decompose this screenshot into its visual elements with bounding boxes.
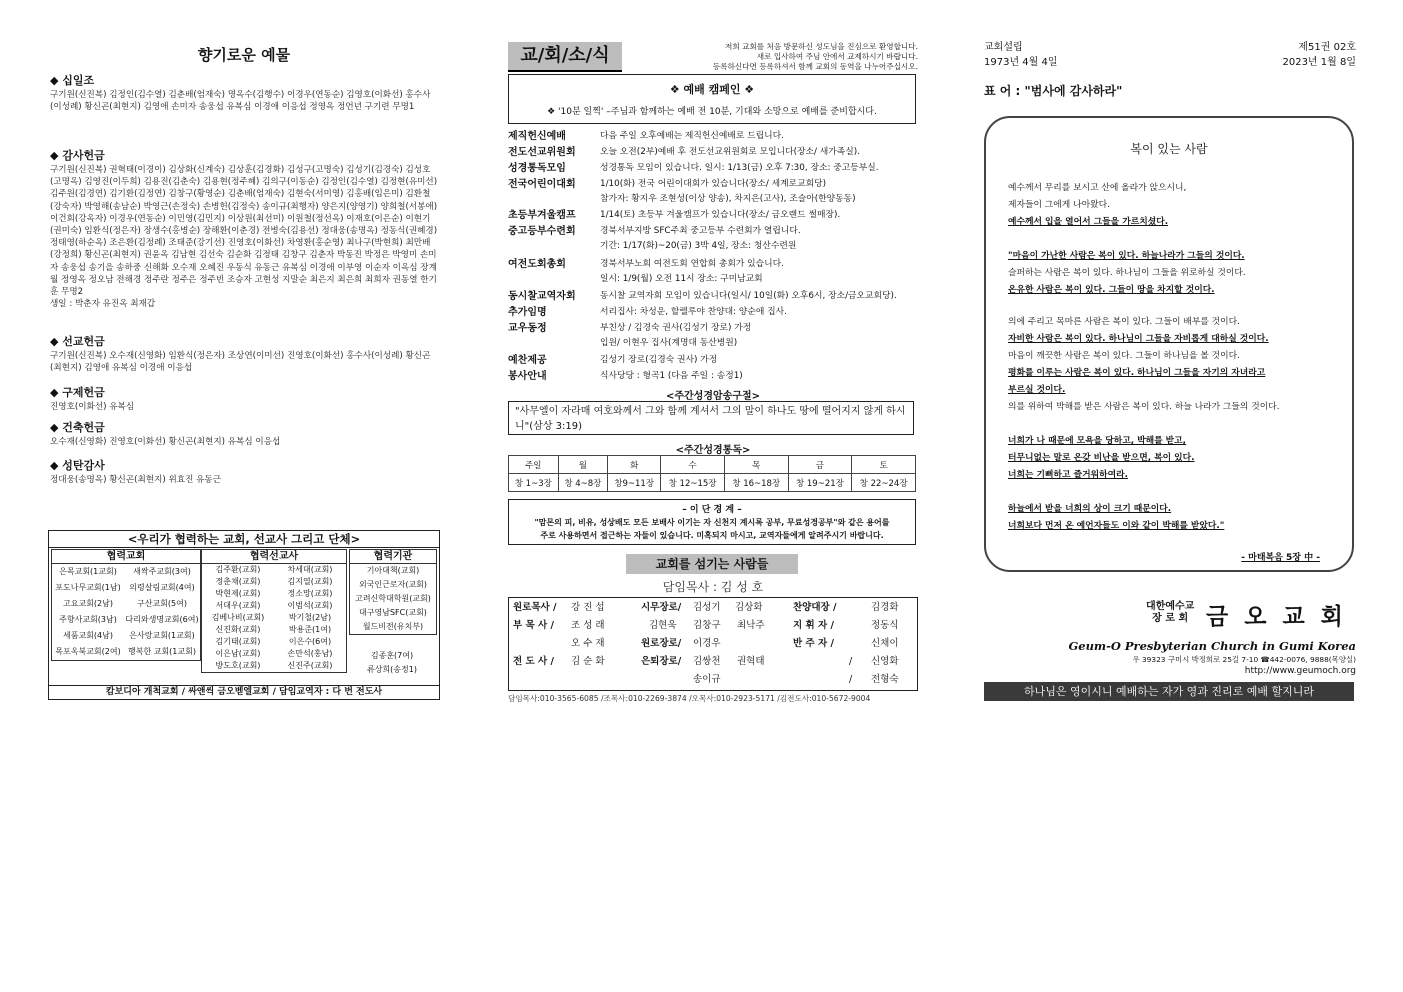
news-item-label: 추가임명 (508, 307, 547, 318)
staff-role: 시무장로/ (641, 602, 682, 613)
reading-chapter: 창 19~21장 (788, 474, 852, 492)
heresy-warning-box (508, 499, 916, 545)
motto: 표 어 : "범사에 감사하라" (984, 84, 1123, 98)
news-item-text: 성경통독 모임이 있습니다. 일시: 1/13(금) 오후 7:30, 장소: 중고등부실. (600, 163, 879, 173)
coop-church: 구산교회(5여) (137, 599, 187, 608)
campaign-body: ❖ '10분 일찍' –주님과 함께하는 예배 전 10분, 기대와 소망으로 예배를 준비합시다. (547, 107, 877, 117)
coop-missionary: 김주환(교회) (215, 565, 261, 574)
coop-org: 월드비전(유치부) (362, 622, 424, 631)
news-item-text: 식사당당 : 형곡1 (다음 주일 : 송정1) (600, 371, 743, 381)
staff-role: / (849, 674, 853, 685)
sermon-line: 의를 위하여 박해를 받은 사람은 복이 있다. 하늘 나라가 그들의 것이다. (1008, 402, 1280, 412)
news-item-text: 부친상 / 김경숙 권사(김성기 장로) 가정 (600, 323, 752, 333)
staff-name: 김현욱 (649, 620, 677, 631)
coop-missionary: 이은남(교회) (215, 649, 261, 658)
staff-name: 김성기 (693, 602, 721, 613)
denomination-line: 장 로 회 (1152, 613, 1189, 624)
sermon-line: 자비한 사람은 복이 있다. 하나님이 그들을 자비롭게 대하실 것이다. (1008, 334, 1269, 344)
coop-org-extra: 김종훈(7여) (370, 651, 414, 660)
news-item-text: 다음 주일 오후예배는 제직헌신예배로 드립니다. (600, 131, 784, 141)
coop-churches (51, 549, 201, 661)
news-item-label: 여전도회총회 (508, 259, 566, 270)
reading-day: 월 (558, 456, 608, 474)
sermon-line: 터무니없는 말로 온갖 비난을 받으면, 복이 있다. (1008, 453, 1195, 463)
coop-church: 목포옥북교회(2여) (55, 647, 121, 656)
reading-chapter: 창 12~15장 (661, 474, 725, 492)
bible-reading-table (508, 455, 916, 492)
church-address: 우 39323 구미시 박정희로 25길 7-10 ☎442-0076, 9888(목양실) (1132, 655, 1356, 664)
staff-name: 정동식 (871, 620, 899, 631)
staff-name: 김창구 (693, 620, 721, 631)
coop-church: 은사랑교회(1교회) (129, 631, 195, 640)
reading-day: 금 (788, 456, 852, 474)
staff-name: 신채이 (871, 638, 899, 649)
coop-orgs (349, 549, 437, 635)
coop-org: 외국인근로자(교회) (358, 580, 428, 589)
staff-role: / (849, 656, 853, 667)
coop-missionary: 손만석(홍남) (287, 649, 333, 658)
staff-role: 원로장로/ (641, 638, 682, 649)
staff-table (508, 597, 918, 691)
christmas-section (50, 457, 440, 486)
issue-info (1282, 40, 1356, 70)
news-item-label: 전도선교위원회 (508, 147, 576, 158)
coop-org: 기아대책(교회) (366, 566, 420, 575)
news-item-text: 입원/ 이현우 집사(계명대 동산병원) (600, 338, 738, 348)
sermon-line: 의에 주리고 목마른 사람은 복이 있다. 그들이 배부를 것이다. (1008, 317, 1240, 327)
news-item-label: 교우동정 (508, 323, 547, 334)
mission-section (50, 333, 440, 374)
news-item-label: 중고등부수련회 (508, 226, 576, 237)
denomination-line: 대한예수교 (1146, 601, 1195, 612)
news-item-text: 서리집사: 차성운, 할렐루야 찬양대: 양순애 집사. (600, 307, 787, 317)
coop-missionaries-heading: 협력선교사 (202, 550, 346, 564)
reading-day: 주일 (509, 456, 559, 474)
cooperation-footer: 캄보디아 개척교회 / 싸앤씩 금오벧엘교회 / 담임교역자 : 다 번 전도사 (49, 685, 439, 699)
staff-role: 반 주 자 / (793, 638, 834, 649)
scripture-banner: 하나님은 영이시니 예배하는 자가 영과 진리로 예배 할지니라 (984, 682, 1354, 701)
church-website[interactable]: http://www.geumoch.org (1244, 666, 1356, 676)
coop-missionary: 신진화(교회) (215, 625, 261, 634)
welcome-message (630, 42, 918, 72)
coop-missionary: 박용준(1여) (288, 625, 332, 634)
staff-role: 지 휘 자 / (793, 620, 834, 631)
coop-missionary: 박현제(교회) (215, 589, 261, 598)
mission-heading: ◆ 선교헌금 (50, 335, 105, 348)
staff-name: 강 진 섭 (571, 602, 605, 613)
relief-heading: ◆ 구제헌금 (50, 386, 105, 399)
staff-row (509, 599, 917, 617)
sermon-line: 제자들이 그에게 나아왔다. (1008, 200, 1110, 210)
heresy-line: "맘몬의 피, 비유, 성상배도 모든 보배사 이기는 자 신천지 계시록 공부, 무료성경공부"와 같은 용어를 (534, 518, 890, 527)
coop-missionary: 박기철(2남) (288, 613, 332, 622)
staff-name: 김 순 화 (571, 656, 605, 667)
establishment-label: 교회설립 (984, 42, 1023, 53)
reading-chapter: 창 16~18장 (724, 474, 788, 492)
church-english-name: Geum-O Presbyterian Church in Gumi Korea (1068, 639, 1356, 653)
heresy-line: 주로 사용하면서 접근하는 자들이 있습니다. 미혹되지 마시고, 교역자들에게 알려주시기 바랍니다. (540, 531, 884, 540)
memory-verse-title: <주간성경암송구절> (665, 391, 761, 402)
coop-missionary: 이은수(6여) (288, 637, 332, 646)
reading-day: 화 (608, 456, 661, 474)
mission-names: 구기원(신진복) 오수재(신영화) 임환식(정은자) 조상연(이미선) 진영호(이화선) 홍수사(이성례) 황신곤(최현지) 김영애 유복심 이경애 이응섭 (50, 351, 431, 374)
news-item-label: 초등부겨울캠프 (508, 210, 576, 221)
coop-church: 고요교회(2남) (63, 599, 113, 608)
staff-name: 신영화 (871, 656, 899, 667)
coop-missionary: 신진주(교회) (287, 661, 333, 670)
offering-title: 향기로운 예물 (197, 46, 291, 64)
table-row (509, 474, 916, 492)
bible-reading-title: <주간성경통독> (675, 445, 751, 456)
staff-contacts: 담임목사:010-3565-6085 /조목사:010-2269-3874 /오목사:010-2923-5171 /김전도사:010-5672-9004 (508, 694, 871, 703)
welcome-line: 새로 입사하여 주님 안에서 교제하시기 바랍니다. (756, 52, 918, 61)
news-item-text: 일시: 1/9(월) 오전 11시 장소: 구미남교회 (600, 274, 763, 284)
coop-churches-heading: 협력교회 (52, 550, 200, 564)
coop-churches-grid (52, 564, 200, 660)
staff-name: 김상화 (735, 602, 763, 613)
news-item-text: 1/10(화) 전국 어린이대회가 있습니다(장소/ 세계로교회당) (600, 179, 827, 189)
church-name: 금 오 교 회 (1206, 604, 1347, 630)
christmas-heading: ◆ 성탄감사 (50, 459, 105, 472)
building-section (50, 419, 440, 448)
coop-missionaries-grid (202, 564, 346, 672)
staff-row (509, 635, 917, 653)
coop-church: 포도나무교회(1남) (55, 583, 121, 592)
coop-missionary: 서대우(교회) (215, 601, 261, 610)
news-item-label: 제직헌신예배 (508, 131, 566, 142)
reading-day: 목 (724, 456, 788, 474)
coop-missionary: 이범석(교회) (287, 601, 333, 610)
sermon-title: 복이 있는 사람 (1130, 142, 1208, 156)
thanks-section (50, 147, 440, 310)
sermon-line: 예수께서 입을 열어서 그들을 가르치셨다. (1008, 217, 1169, 227)
coop-church: 행복한 교회(1교회) (128, 647, 196, 656)
staff-role: 부 목 사 / (513, 620, 554, 631)
staff-row (509, 671, 917, 689)
denomination (1146, 601, 1194, 625)
coop-missionary: 김기태(교회) (215, 637, 261, 646)
news-item-text: 1/14(토) 초등부 겨울캠프가 있습니다(장소/ 금오랜드 썰매장). (600, 210, 841, 220)
coop-org: 고려신학대학원(교회) (355, 594, 431, 603)
staff-name: 송이규 (693, 674, 721, 685)
news-item-text: 경북서부노회 여전도회 연합회 총회가 있습니다. (600, 259, 784, 269)
sermon-line: 부르실 것이다. (1008, 385, 1066, 395)
sermon-line: 너희는 기뻐하고 즐거워하여라. (1008, 470, 1128, 480)
staff-row (509, 653, 917, 671)
coop-church: 새싹주교회(3여) (133, 567, 191, 576)
coop-church: 은목교회(1교회) (59, 567, 117, 576)
news-title: 교/회/소/식 (508, 42, 622, 72)
welcome-line: 등록하신다면 등록하셔서 함께 교회의 동역을 나누어주십시오. (712, 62, 918, 71)
coop-org-extra: 류상희(송정1) (367, 665, 417, 674)
relief-names: 진영호(이화선) 유복심 (50, 402, 135, 412)
staff-role: 전 도 사 / (513, 656, 554, 667)
volume-number: 제51권 02호 (1298, 42, 1356, 53)
thanks-names: 구기원(신진복) 권혁태(이경이) 김상화(신계숙) 김상훈(김경화) 김성구(고명숙) 김성기(김경숙) 김성호(고명옥) 김영진(이두희) 김용진(김춘숙) 김용현(정주혜) 김의구(이동순) 김정인(김수열) 김정현(유미선) 김주원(김경연) 김기환(김정연) 김창구(황영순) 김춘배(엄재숙) 김현숙(서미영) 김홍배(임은미) 김환철(강숙자) 박영해(송남순) 박영근(손정숙) 손병헌(김정숙) 송이규(최행자) 양은지(양영기) 양희철(서봉애) 이건회(강옥자) 이경우(연동순) 이민영(김민지) 이상원(최선미) 이원철(정선옥) 이재호(이은순) 이현기(권미숙) 임환식(정은자) 장생수(홍병순) 장해환(이춘경) 전병숙(김용선) 정대웅(송명옥) 정동식(권혜경) 정태영(하순옥) 조은환(김정례) 조태준(강기선) 진영호(이화선) 차영환(홍순영) 최나구(박현희) 최만배(강정희) 황신곤(최현지) 권윤옥 김남현 김선숙 김순화 김정태 김창구 김춘자 박동진 박정은 박영미 손미자 송웅섭 송기을 송하중 신해화 오수재 오혜진 우동식 유동근 유복심 이경애 이부영 이순자 이옥심 장계월 정영옥 정오남 전해경 정주란 정주은 정주빈 조승자 고현성 지말순 최은지 최은희 최희자 권동열 한기훈 무명2 (50, 165, 438, 298)
news-item-label: 예찬제공 (508, 355, 547, 366)
tithe-section (50, 72, 440, 113)
staff-name: 권혁태 (737, 656, 765, 667)
news-item-text: 동시찰 교역자회 모임이 있습니다(일시/ 10일(화) 오후6시, 장소/금오교회당). (600, 291, 897, 301)
sermon-line: "마음이 가난한 사람은 복이 있다. 하늘나라가 그들의 것이다. (1008, 251, 1245, 261)
news-item-text: 참가자: 황지우 조현성(이상 양송), 차지은(고사), 조슬아(한양동동) (600, 194, 856, 204)
coop-orgs-extra (349, 649, 435, 677)
coop-missionary: 정소망(교회) (287, 589, 333, 598)
coop-church: 주향사교회(3남) (59, 615, 117, 624)
staff-role: 은퇴장로/ (641, 656, 682, 667)
coop-missionary: 방도호(교회) (215, 661, 261, 670)
building-names: 오수재(신영화) 진영호(이화선) 황신곤(최현지) 유복심 이응섭 (50, 437, 281, 447)
worship-campaign-box (508, 74, 916, 124)
reading-chapter: 창 1~3장 (509, 474, 559, 492)
news-item-label: 동시찰교역자회 (508, 291, 576, 302)
staff-row (509, 617, 917, 635)
birthday-names: 생일 : 박춘자 유진옥 최재갑 (50, 299, 156, 310)
sermon-line: 슬퍼하는 사람은 복이 있다. 하나님이 그들을 위로하실 것이다. (1008, 268, 1246, 278)
reading-chapter: 창 4~8장 (558, 474, 608, 492)
news-item-text: 오늘 오전(2부)예배 후 전도선교위원회로 모입니다(장소/ 새가족실). (600, 147, 861, 157)
sermon-line: 온유한 사람은 복이 있다. 그들이 땅을 차지할 것이다. (1008, 285, 1215, 295)
building-heading: ◆ 건축헌금 (50, 421, 105, 434)
senior-pastor: 담임목사 : 김 성 호 (662, 580, 764, 594)
staff-name: 이경우 (693, 638, 721, 649)
staff-name: 조 성 래 (571, 620, 605, 631)
news-item-text: 경북서부지방 SFC주최 중고등부 수련회가 열립니다. (600, 226, 801, 236)
staff-name: 최낙주 (737, 620, 765, 631)
welcome-line: 저희 교회를 처음 방문하신 성도님을 진심으로 환영합니다. (725, 42, 918, 51)
staff-role: 찬양대장 / (793, 602, 837, 613)
sermon-reference: - 마태복음 5장 中 - (1241, 553, 1320, 563)
thanks-heading: ◆ 감사헌금 (50, 149, 105, 162)
tithe-heading: ◆ 십일조 (50, 74, 95, 87)
staff-name: 전형숙 (871, 674, 899, 685)
servants-title: 교회를 섬기는 사람들 (626, 554, 798, 574)
cooperation-title: <우리가 협력하는 교회, 선교사 그리고 단체> (49, 531, 439, 548)
coop-church: 의령살림교회(4여) (129, 583, 195, 592)
cooperation-box (48, 530, 440, 700)
coop-missionary: 김베나비(교회) (211, 613, 265, 622)
tithe-names: 구기원(신진복) 김정인(김수열) 김춘배(엄재숙) 명옥수(김행수) 이경우(연동순) 김영호(이화선) 홍수사(이성례) 황신곤(최현지) 김영애 손미자 송웅섭 유복심 이경애 이응섭 정영옥 정언년 구기련 무명1 (50, 90, 431, 113)
establishment-date: 1973년 4월 4일 (984, 57, 1058, 68)
campaign-title: ❖ 예배 캠페인 ❖ (669, 83, 755, 96)
reading-chapter: 창9~11장 (608, 474, 661, 492)
news-item-label: 성경통독모임 (508, 163, 566, 174)
reading-day: 수 (661, 456, 725, 474)
heresy-title: – 이 단 경 계 – (682, 505, 742, 515)
sermon-line: 마음이 깨끗한 사람은 복이 있다. 그들이 하나님을 볼 것이다. (1008, 351, 1240, 361)
news-item-text: 기간: 1/17(화)~20(금) 3박 4일, 장소: 청산수련원 (600, 241, 797, 251)
christmas-names: 정대웅(송명옥) 황신곤(최현지) 위효진 유동근 (50, 475, 222, 485)
sermon-line: 하늘에서 받을 너희의 상이 크기 때문이다. (1008, 504, 1172, 514)
sermon-line: 평화를 이루는 사람은 복이 있다. 하나님이 그들을 자기의 자녀라고 (1008, 368, 1266, 378)
coop-missionaries (201, 549, 347, 673)
reading-chapter: 창 22~24장 (852, 474, 916, 492)
news-item-label: 봉사안내 (508, 371, 547, 382)
news-item-label: 전국어린이대회 (508, 179, 576, 190)
coop-church: 다리와생명교회(6여) (125, 615, 199, 624)
staff-name: 김경화 (871, 602, 899, 613)
staff-name: 김쌍천 (693, 656, 721, 667)
staff-role: 원로목사 / (513, 602, 557, 613)
sermon-line: 너희가 나 때문에 모욕을 당하고, 박해를 받고, (1008, 436, 1187, 446)
staff-name: 오 수 재 (571, 638, 605, 649)
reading-day: 토 (852, 456, 916, 474)
heresy-body (509, 516, 915, 542)
establishment-info (984, 40, 1058, 70)
sermon-line: 너희보다 먼저 온 예언자들도 이와 같이 박해를 받았다." (1008, 521, 1225, 531)
memory-verse-box: "사무엘이 자라매 여호와께서 그와 함께 계셔서 그의 말이 하나도 땅에 떨어지지 않게 하시니"(삼상 3:19) (508, 401, 914, 435)
news-item-text: 김성기 장로(김경숙 권사) 가정 (600, 355, 718, 365)
coop-missionary: 차세대(교회) (287, 565, 333, 574)
coop-org: 대구영남SFC(교회) (359, 608, 427, 617)
coop-missionary: 정춘채(교회) (215, 577, 261, 586)
sermon-box (984, 116, 1354, 572)
coop-missionary: 김지열(교회) (287, 577, 333, 586)
issue-date: 2023년 1월 8일 (1282, 57, 1356, 68)
sermon-line: 예수께서 무리를 보시고 산에 올라가 앉으시니, (1008, 183, 1187, 193)
coop-church: 세품교회(4남) (63, 631, 113, 640)
relief-section (50, 384, 440, 413)
table-row (509, 456, 916, 474)
coop-orgs-heading: 협력기관 (350, 550, 436, 564)
